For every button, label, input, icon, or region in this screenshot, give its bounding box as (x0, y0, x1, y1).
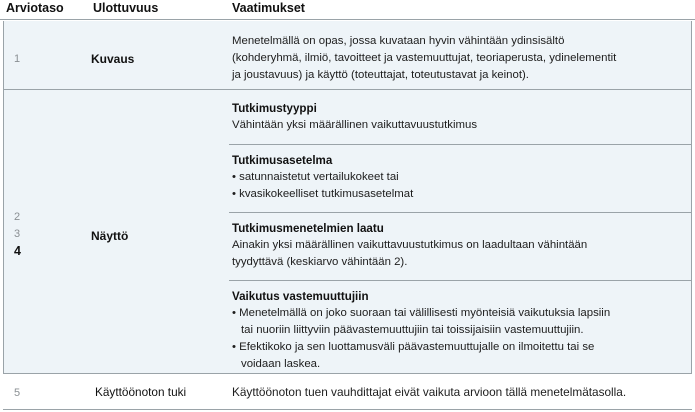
row3-dimension: Käyttöönoton tuki (95, 385, 187, 399)
header-rule (0, 19, 695, 20)
section-vaikutus-vastemuuttujiin (232, 288, 687, 373)
section-line: tai nuoriin liittyviin päävastemuuttujiin tai toissijaisiin vastemuuttujiin. (241, 324, 584, 336)
table-bottom-rule (3, 409, 692, 410)
row1-line: ja joustavuus) ja käyttö (toteuttajat, toteutustavat ja keinot). (232, 69, 529, 81)
section-tutkimusasetelma (232, 152, 687, 203)
section-line: Vähintään yksi määrällinen vaikuttavuustutkimus (232, 119, 478, 131)
section-line: • Menetelmällä on joko suoraan tai välillisesti myönteisiä vaikutuksia lapsiin (232, 307, 611, 319)
row1-level: 1 (14, 53, 21, 65)
row-divider (3, 373, 692, 374)
section-divider (229, 144, 692, 145)
header-requirements: Vaatimukset (232, 1, 305, 15)
header-level: Arviotaso (6, 1, 64, 15)
section-title: Tutkimustyyppi (232, 102, 317, 115)
section-divider (229, 212, 692, 213)
section-title: Tutkimusasetelma (232, 154, 333, 167)
left-border (3, 21, 4, 373)
row1-line: (kohderyhmä, ilmiö, tavoitteet ja vastemuuttujat, teoriaperusta, ydinelementit (232, 52, 617, 64)
section-divider (229, 280, 692, 281)
section-line: Ainakin yksi määrällinen vaikuttavuustutkimus on laadultaan vähintään (232, 239, 588, 251)
row1-line: Menetelmällä on opas, jossa kuvataan hyvin vähintään ydinsisältö (232, 35, 565, 47)
section-title: Vaikutus vastemuuttujiin (232, 290, 369, 303)
section-tutkimusmenetelmien-laatu (232, 220, 687, 271)
row2-level-2: 2 (14, 211, 21, 223)
row2-dimension: Näyttö (91, 229, 129, 243)
table-header (0, 0, 695, 20)
row3-level: 5 (14, 387, 21, 399)
row2-level-4: 4 (14, 244, 21, 258)
row1-dimension: Kuvaus (91, 52, 135, 66)
row3-requirements: Käyttöönoton tuen vauhdittajat eivät vaikuta arvioon tällä menetelmätasolla. (232, 385, 627, 399)
section-line: tyydyttävä (keskiarvo vähintään 2). (232, 256, 408, 268)
section-tutkimustyyppi (232, 100, 687, 134)
right-border (691, 21, 692, 373)
header-dimension: Ulottuvuus (93, 1, 159, 15)
section-line: • Efektikoko ja sen luottamusväli päävastemuuttujalle on ilmoitettu tai se (232, 341, 595, 353)
section-line: • kvasikokeelliset tutkimusasetelmat (232, 188, 414, 200)
section-line: voidaan laskea. (241, 358, 321, 370)
section-title: Tutkimusmenetelmien laatu (232, 222, 384, 235)
row-divider (3, 89, 692, 90)
row1-requirements (232, 33, 687, 84)
row2-level-3: 3 (14, 228, 21, 240)
section-line: • satunnaistetut vertailukokeet tai (232, 171, 399, 183)
